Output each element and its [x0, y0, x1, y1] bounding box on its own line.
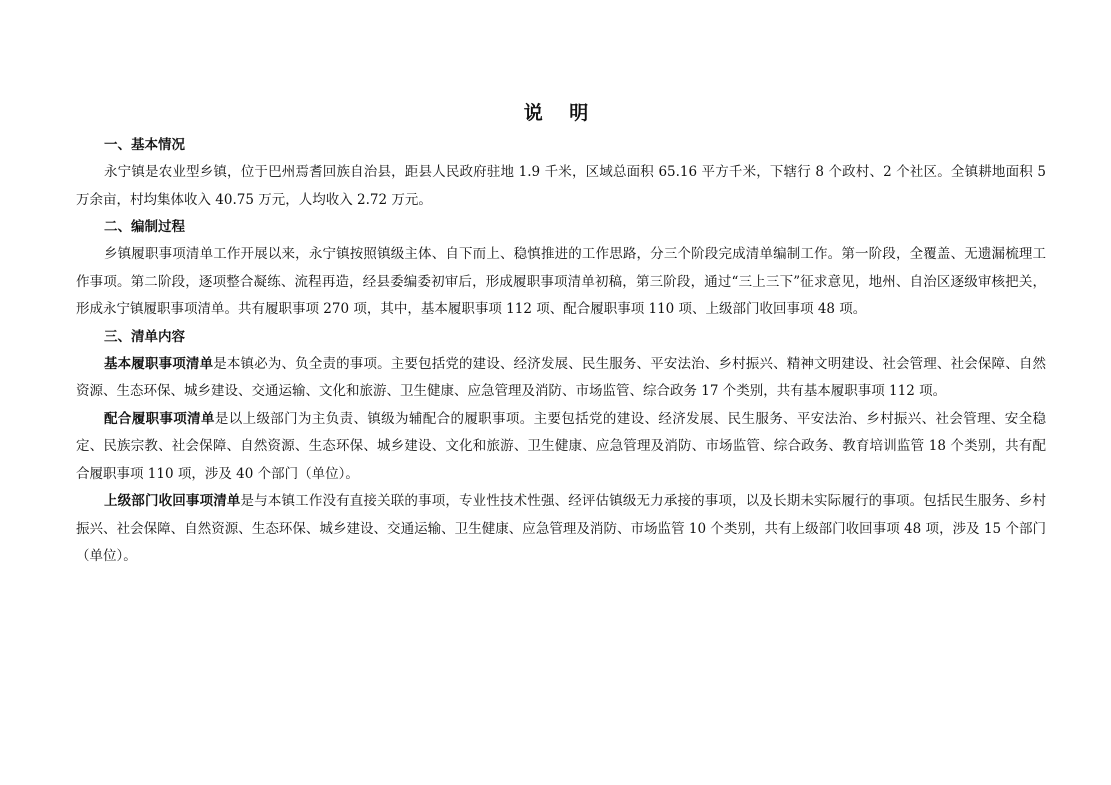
- paragraph-text: 永宁镇是农业型乡镇，位于巴州焉耆回族自治县，距县人民政府驻地 1.9 千米，区域总面积 65.16 平方千米，下辖行 8 个政村、2 个社区。全镇耕地面积 5 万余亩，村均集体收入 40.75 万元，人均收入 2.72 万元。: [76, 164, 1046, 208]
- paragraph-text: 是以上级部门为主负责、镇级为辅配合的履职事项。主要包括党的建设、经济发展、民生服务、平安法治、乡村振兴、社会管理、安全稳定、民族宗教、社会保障、自然资源、生态环保、城乡建设、文化和旅游、卫生健康、应急管理及消防、市场监管、综合政务、教育培训监管 18 个类别，共有配合履职事项 110 项，涉及 40 个部门（单位）。: [76, 410, 1047, 482]
- paragraph-lead: 配合履职事项清单: [104, 410, 215, 427]
- section-heading: 二、编制过程: [104, 219, 185, 235]
- section-heading: 一、基本情况: [104, 137, 185, 153]
- paragraph-text: 乡镇履职事项清单工作开展以来，永宁镇按照镇级主体、自下而上、稳慎推进的工作思路，分三个阶段完成清单编制工作。第一阶段，全覆盖、无遗漏梳理工作事项。第二阶段，逐项整合凝练、流程再造，经县委编委初审后，形成履职事项清单初稿，第三阶段，通过“三上三下”征求意见，地州、自治区逐级审核把关，形成永宁镇履职事项清单。共有履职事项 270 项，其中，基本履职事项 112 项、配合履职事项 110 项、上级部门收回事项 48 项。: [76, 246, 1046, 317]
- paragraph-text: 是本镇必为、负全责的事项。主要包括党的建设、经济发展、民生服务、平安法治、乡村振兴、精神文明建设、社会管理、社会保障、自然资源、生态环保、城乡建设、交通运输、文化和旅游、卫生健康、应急管理及消防、市场监管、综合政务 17 个类别，共有基本履职事项 112 项。: [76, 355, 1047, 399]
- section-compilation-process: [76, 214, 1046, 324]
- paragraph-lead: 上级部门收回事项清单: [104, 493, 241, 509]
- section-paragraph-recalled-items: [76, 488, 1046, 571]
- section-paragraph-basic-duties: [76, 351, 1046, 406]
- section-list-content: [76, 324, 1046, 571]
- paragraph-text: 是与本镇工作没有直接关联的事项，专业性技术性强、经评估镇级无力承接的事项，以及长期未实际履行的事项。包括民生服务、乡村振兴、社会保障、自然资源、生态环保、城乡建设、交通运输、卫生健康、应急管理及消防、市场监管 10 个类别，共有上级部门收回事项 48 项，涉及 15 个部门（单位）。: [76, 493, 1047, 564]
- document-title: 说 明: [523, 102, 599, 124]
- section-basic-info: [76, 132, 1046, 214]
- section-paragraph-cooperative-duties: [76, 406, 1046, 489]
- section-paragraph: [76, 159, 1046, 214]
- document-page: [76, 100, 1046, 571]
- section-paragraph: [76, 241, 1046, 324]
- section-heading: 三、清单内容: [104, 328, 185, 345]
- paragraph-lead: 基本履职事项清单: [104, 355, 214, 372]
